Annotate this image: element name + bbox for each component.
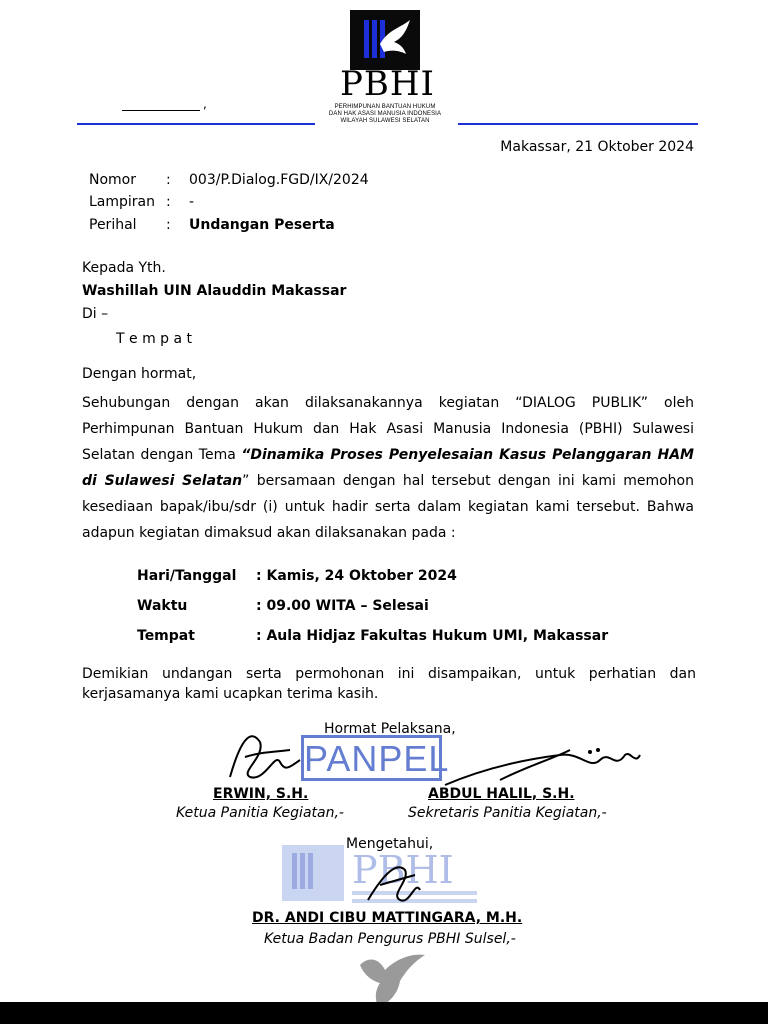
signer-left-name: ERWIN, S.H. bbox=[213, 786, 309, 802]
pbhi-logo-emblem bbox=[350, 10, 420, 70]
detail-value-venue: : Aula Hidjaz Fakultas Hukum UMI, Makassar bbox=[256, 628, 609, 644]
letter-date: Makassar, 21 Oktober 2024 bbox=[500, 139, 694, 155]
signer-bottom-title: Ketua Badan Pengurus PBHI Sulsel,- bbox=[264, 931, 516, 947]
detail-value-date: : Kamis, 24 Oktober 2024 bbox=[256, 568, 457, 584]
dove-watermark-icon bbox=[350, 945, 430, 1010]
meta-label-lampiran: Lampiran bbox=[89, 194, 156, 210]
opening-greeting: Dengan hormat, bbox=[82, 366, 197, 382]
svg-text:PBHI: PBHI bbox=[352, 848, 454, 892]
org-full-name: PERHIMPUNAN BANTUAN HUKUM DAN HAK ASASI MANUSIA INDONESIA WILAYAH SULAWESI SELATAN bbox=[328, 104, 442, 124]
detail-label-time: Waktu bbox=[137, 598, 188, 614]
org-short-name: PBHI bbox=[340, 64, 435, 104]
closing-paragraph: Demikian undangan serta permohonan ini disampaikan, untuk perhatian dan kerjasamanya kami ucapkan terima kasih. bbox=[82, 666, 696, 702]
acknowledged-line: Mengetahui, bbox=[346, 836, 434, 852]
signer-bottom-name: DR. ANDI CIBU MATTINGARA, M.H. bbox=[252, 910, 523, 926]
address-di: Di – bbox=[82, 306, 109, 322]
signature-bottom bbox=[360, 850, 430, 910]
meta-value-perihal: Undangan Peserta bbox=[189, 217, 335, 233]
respect-line: Hormat Pelaksana, bbox=[324, 721, 456, 737]
meta-value-lampiran: - bbox=[189, 194, 195, 210]
address-salutation: Kepada Yth. bbox=[82, 260, 166, 276]
detail-label-date: Hari/Tanggal bbox=[137, 568, 237, 584]
meta-value-nomor: 003/P.Dialog.FGD/IX/2024 bbox=[189, 172, 369, 188]
meta-colon: : bbox=[166, 217, 171, 233]
detail-value-time: : 09.00 WITA – Selesai bbox=[256, 598, 429, 614]
meta-label-perihal: Perihal bbox=[89, 217, 137, 233]
meta-colon: : bbox=[166, 194, 171, 210]
header-rule-right bbox=[458, 123, 698, 125]
signature-left bbox=[220, 722, 310, 792]
meta-colon: : bbox=[166, 172, 171, 188]
signer-left-title: Ketua Panitia Kegiatan,- bbox=[176, 805, 344, 821]
recipient-blank-suffix: , bbox=[203, 97, 207, 111]
signer-right-title: Sekretaris Panitia Kegiatan,- bbox=[408, 805, 607, 821]
address-recipient: Washillah UIN Alauddin Makassar bbox=[82, 283, 347, 299]
header-rule-left bbox=[77, 123, 315, 125]
paragraph-request: ” bersamaan dengan hal tersebut dengan ini kami memohon kesediaan bapak/ibu/sdr (i) untuk hadir serta dalam kegiatan kami tersebut. Bahwa adapun kegiatan dimaksud akan dilaksanakan pada : bbox=[82, 473, 694, 541]
panpel-stamp: PANPEL bbox=[301, 735, 442, 781]
signer-right-name: ABDUL HALIL, S.H. bbox=[428, 786, 575, 802]
event-theme: “Dinamika Proses Penyelesaian Kasus Pelanggaran HAM di Sulawesi Selatan bbox=[82, 447, 694, 489]
address-place: T e m p a t bbox=[116, 331, 193, 347]
body-paragraph bbox=[82, 390, 694, 546]
meta-label-nomor: Nomor bbox=[89, 172, 136, 188]
paragraph-intro: Sehubungan dengan akan dilaksanakannya kegiatan “DIALOG PUBLIK” oleh Perhimpunan Bantuan Hukum dan Hak Asasi Manusia Indonesia (PBHI) Sulawesi Selatan dengan Tema bbox=[82, 395, 694, 463]
detail-label-venue: Tempat bbox=[137, 628, 195, 644]
recipient-blank-line bbox=[122, 110, 200, 111]
footer-bar bbox=[0, 1002, 768, 1024]
